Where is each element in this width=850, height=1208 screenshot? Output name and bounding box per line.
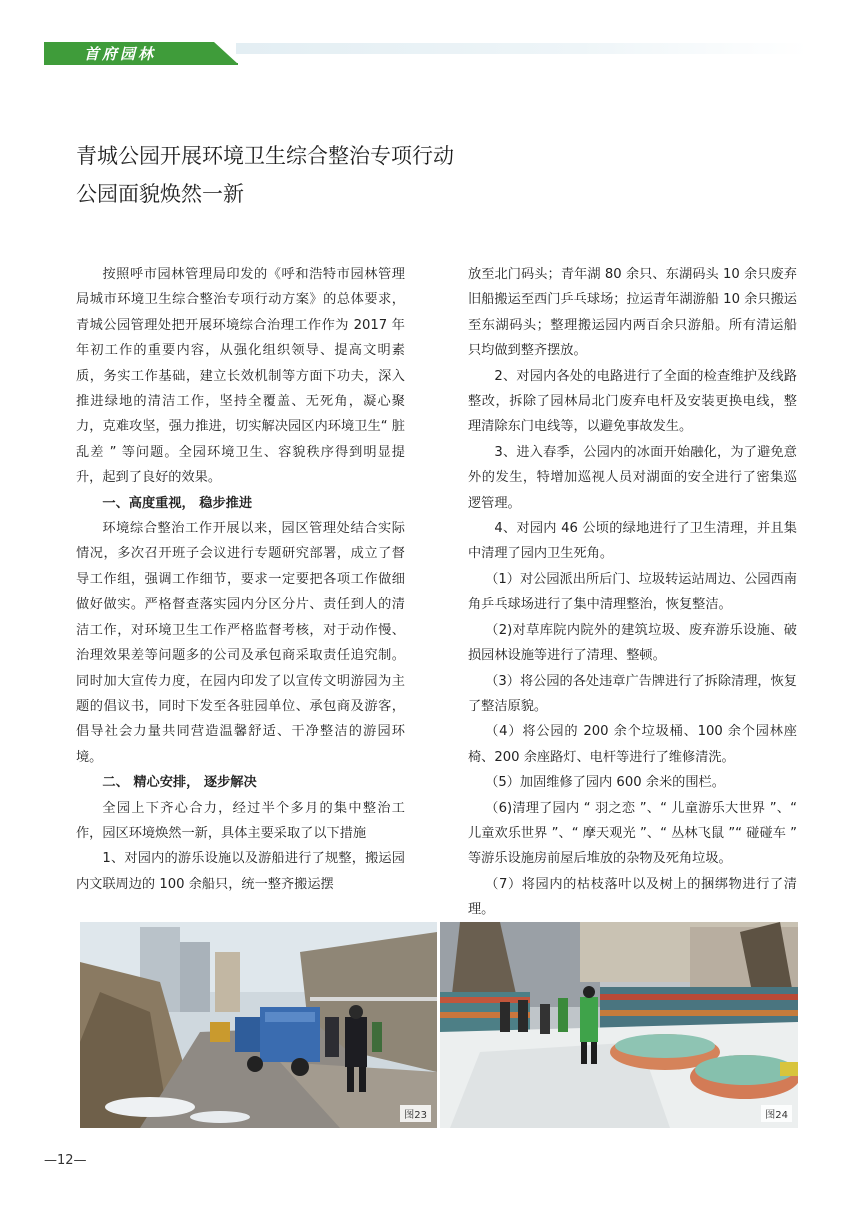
figure-23-photo: [80, 922, 437, 1128]
list-item: （5）加固维修了园内 600 余米的围栏。: [485, 775, 725, 791]
list-item: （4）将公园的 200 余个垃圾桶、100 余个园林座椅、200 余座路灯、电杆等进行了维修清洗。: [468, 724, 797, 765]
article-title-line1: 青城公园开展环境卫生综合整治专项行动: [76, 144, 454, 168]
list-item: （7）将园内的枯枝落叶以及树上的捆绑物进行了清理。: [468, 876, 797, 918]
paragraph: 环境综合整治工作开展以来，园区管理处结合实际情况，多次召开班子会议进行专题研究部署，成立了督导工作组，强调工作细节，要求一定要把各项工作做细做好做实。严格督查落实园内分区分片、责任到人的清洁工作，对环境卫生工作严格监督考核，对于动作慢、治理效果差等问题多的公司及承包商采取责任追究制。同时加大宣传力度，在园内印发了以宣传文明游园为主题的倡议书，同时下发至各驻园单位、承包商及游客，倡导社会力量共同营造温馨舒适、干净整洁的游园环境。: [76, 521, 405, 765]
list-item: （3）将公园的各处违章广告牌进行了拆除清理，恢复了整洁原貌。: [468, 673, 797, 714]
figure-caption: 图23: [400, 1105, 431, 1122]
paragraph: 按照呼市园林管理局印发的《呼和浩特市园林管理局城市环境卫生综合整治专项行动方案》的总体要求，青城公园管理处把开展环境综合治理工作作为 2017 年年初工作的重要内容，从强化组织领导、提高文明素质，务实工作基础，建立长效机制等方面下功夫，深入推进绿地的清洁工作，坚持全覆盖、无死角，凝心聚力，克难攻坚，强力推进，切实解决园区内环境卫生“ 脏乱差 ” 等问题。全园环境卫生、容貌秩序得到明显提升，起到了良好的效果。: [76, 267, 405, 486]
paragraph: 4、对园内 46 公顷的绿地进行了卫生清理，并且集中清理了园内卫生死角。: [468, 521, 797, 562]
section-label: 首府园林: [84, 45, 157, 63]
article-title-line2: 公园面貌焕然一新: [76, 182, 244, 206]
paragraph: 放至北门码头；青年湖 80 余只、东湖码头 10 余只废弃旧船搬运至西门乒乓球场；拉运青年湖游船 10 余只搬运至东湖码头；整理搬运园内两百余只游船。所有清运船只均做到整齐摆放。: [468, 267, 797, 359]
left-column: [76, 262, 405, 897]
page-number: —12—: [44, 1153, 87, 1168]
paragraph: 1、对园内的游乐设施以及游船进行了规整，搬运园内文联周边的 100 余船只，统一整齐搬运摆: [76, 851, 405, 892]
list-item: （6)清理了园内 “ 羽之恋 ”、“ 儿童游乐大世界 ”、“ 儿童欢乐世界 ”、“ 摩天观光 ”、“ 丛林飞鼠 ”“ 碰碰车 ” 等游乐设施房前屋后堆放的杂物及死角垃圾。: [468, 800, 797, 867]
figure-24-photo: [440, 922, 798, 1128]
list-item: （1）对公园派出所后门、垃圾转运站周边、公园西南角乒乓球场进行了集中清理整治，恢复整洁。: [468, 571, 797, 613]
paragraph: 全园上下齐心合力，经过半个多月的集中整治工作，园区环境焕然一新，具体主要采取了以下措施: [76, 800, 405, 841]
section-heading: 一、高度重视， 稳步推进: [102, 495, 253, 511]
section-heading: 二、 精心安排， 逐步解决: [102, 775, 257, 791]
figure-caption: 图24: [761, 1105, 792, 1122]
header-bar: [236, 43, 808, 54]
paragraph: 3、进入春季，公园内的冰面开始融化，为了避免意外的发生，特增加巡视人员对湖面的安全进行了密集巡逻管理。: [468, 444, 797, 511]
paragraph: 2、对园内各处的电路进行了全面的检查维护及线路整改，拆除了园林局北门废弃电杆及安装更换电线，整理清除东门电线等，以避免事故发生。: [468, 368, 797, 435]
right-column: [468, 262, 797, 923]
section-tab: [44, 40, 239, 66]
list-item: （2)对草库院内院外的建筑垃圾、废弃游乐设施、破损园林设施等进行了清理、整顿。: [468, 622, 797, 664]
